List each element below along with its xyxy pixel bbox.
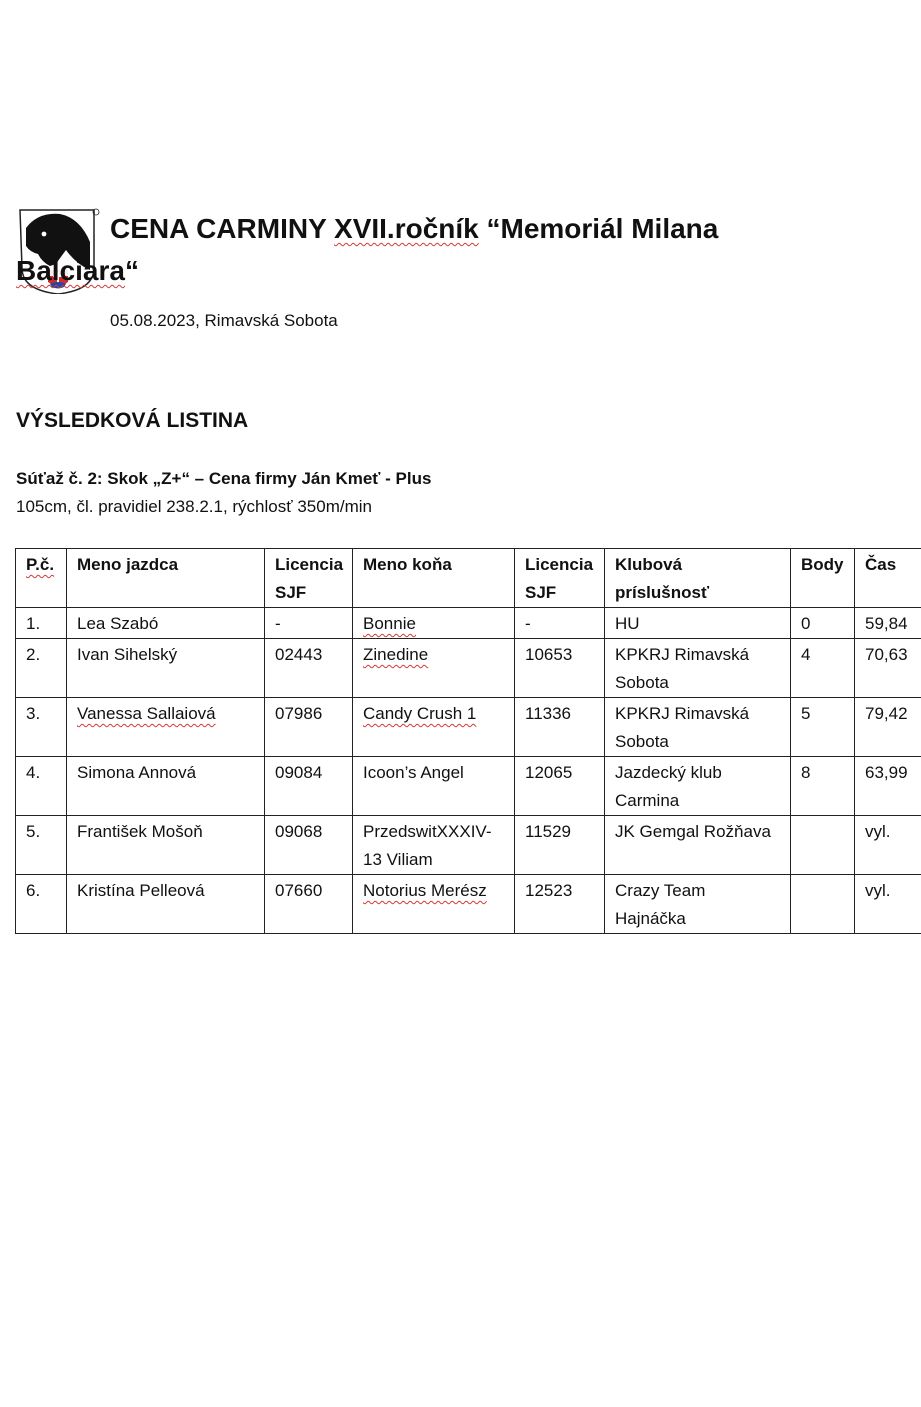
header-rider: Meno jazdca <box>67 549 265 608</box>
table-row <box>16 875 921 934</box>
cell-rider: Kristína Pelleová <box>67 875 265 934</box>
table-row <box>16 757 921 816</box>
document-title <box>110 213 718 245</box>
header-club: Klubová príslušnosť <box>605 549 791 608</box>
results-table <box>15 548 921 934</box>
cell-time: vyl. <box>855 875 921 934</box>
title-closing-quote: “ <box>124 255 139 286</box>
cell-time: 79,42 <box>855 698 921 757</box>
cell-rider: Vanessa Sallaiová <box>67 698 265 757</box>
cell-rider-license: 02443 <box>265 639 353 698</box>
cell-club: KPKRJ Rimavská Sobota <box>605 698 791 757</box>
table-row <box>16 816 921 875</box>
cell-rider: Simona Annová <box>67 757 265 816</box>
document-title-continued <box>16 255 139 287</box>
cell-horse: Bonnie <box>353 608 515 639</box>
cell-club: JK Gemgal Rožňava <box>605 816 791 875</box>
title-suffix: “Memoriál Milana <box>478 213 719 244</box>
results-heading: VÝSLEDKOVÁ LISTINA <box>16 409 249 432</box>
cell-pc: 5. <box>16 816 67 875</box>
cell-time: 59,84 <box>855 608 921 639</box>
cell-horse: Icoon’s Angel <box>353 757 515 816</box>
event-date-location: 05.08.2023, Rimavská Sobota <box>110 311 338 330</box>
cell-pc: 4. <box>16 757 67 816</box>
cell-rider-license: 09068 <box>265 816 353 875</box>
table-row <box>16 639 921 698</box>
header-points: Body <box>791 549 855 608</box>
header-time: Čas <box>855 549 921 608</box>
cell-club: HU <box>605 608 791 639</box>
cell-horse-license: 11336 <box>515 698 605 757</box>
cell-pc: 2. <box>16 639 67 698</box>
table-row <box>16 698 921 757</box>
cell-rider-license: 07986 <box>265 698 353 757</box>
cell-rider: Ivan Sihelský <box>67 639 265 698</box>
cell-club: Crazy Team Hajnáčka <box>605 875 791 934</box>
cell-points <box>791 875 855 934</box>
cell-horse: Notorius Merész <box>353 875 515 934</box>
cell-horse: Candy Crush 1 <box>353 698 515 757</box>
cell-horse-license: 12065 <box>515 757 605 816</box>
cell-club: KPKRJ Rimavská Sobota <box>605 639 791 698</box>
cell-horse-license: 10653 <box>515 639 605 698</box>
cell-rider-license: 07660 <box>265 875 353 934</box>
cell-points: 4 <box>791 639 855 698</box>
cell-time: 63,99 <box>855 757 921 816</box>
cell-horse: Zinedine <box>353 639 515 698</box>
cell-horse: PrzedswitXXXIV-13 Viliam <box>353 816 515 875</box>
cell-rider: Lea Szabó <box>67 608 265 639</box>
title-name: Balciara <box>16 255 125 286</box>
cell-rider-license: - <box>265 608 353 639</box>
cell-points: 8 <box>791 757 855 816</box>
table-header-row <box>16 549 921 608</box>
header-pc: P.č. <box>16 549 67 608</box>
competition-detail: 105cm, čl. pravidiel 238.2.1, rýchlosť 350m/min <box>16 497 372 516</box>
cell-pc: 6. <box>16 875 67 934</box>
header-horse: Meno koňa <box>353 549 515 608</box>
title-edition: XVII.ročník <box>334 213 479 244</box>
cell-horse-license: - <box>515 608 605 639</box>
cell-club: Jazdecký klub Carmina <box>605 757 791 816</box>
cell-rider-license: 09084 <box>265 757 353 816</box>
header-rider-license: Licencia SJF <box>265 549 353 608</box>
cell-points: 0 <box>791 608 855 639</box>
header-horse-license: Licencia SJF <box>515 549 605 608</box>
table-row <box>16 608 921 639</box>
title-prefix: CENA CARMINY <box>110 213 335 244</box>
cell-points: 5 <box>791 698 855 757</box>
cell-time: 70,63 <box>855 639 921 698</box>
cell-pc: 1. <box>16 608 67 639</box>
cell-pc: 3. <box>16 698 67 757</box>
cell-rider: František Mošoň <box>67 816 265 875</box>
cell-horse-license: 11529 <box>515 816 605 875</box>
cell-horse-license: 12523 <box>515 875 605 934</box>
cell-points <box>791 816 855 875</box>
cell-time: vyl. <box>855 816 921 875</box>
competition-title: Súťaž č. 2: Skok „Z+“ – Cena firmy Ján Kmeť - Plus <box>16 469 432 488</box>
